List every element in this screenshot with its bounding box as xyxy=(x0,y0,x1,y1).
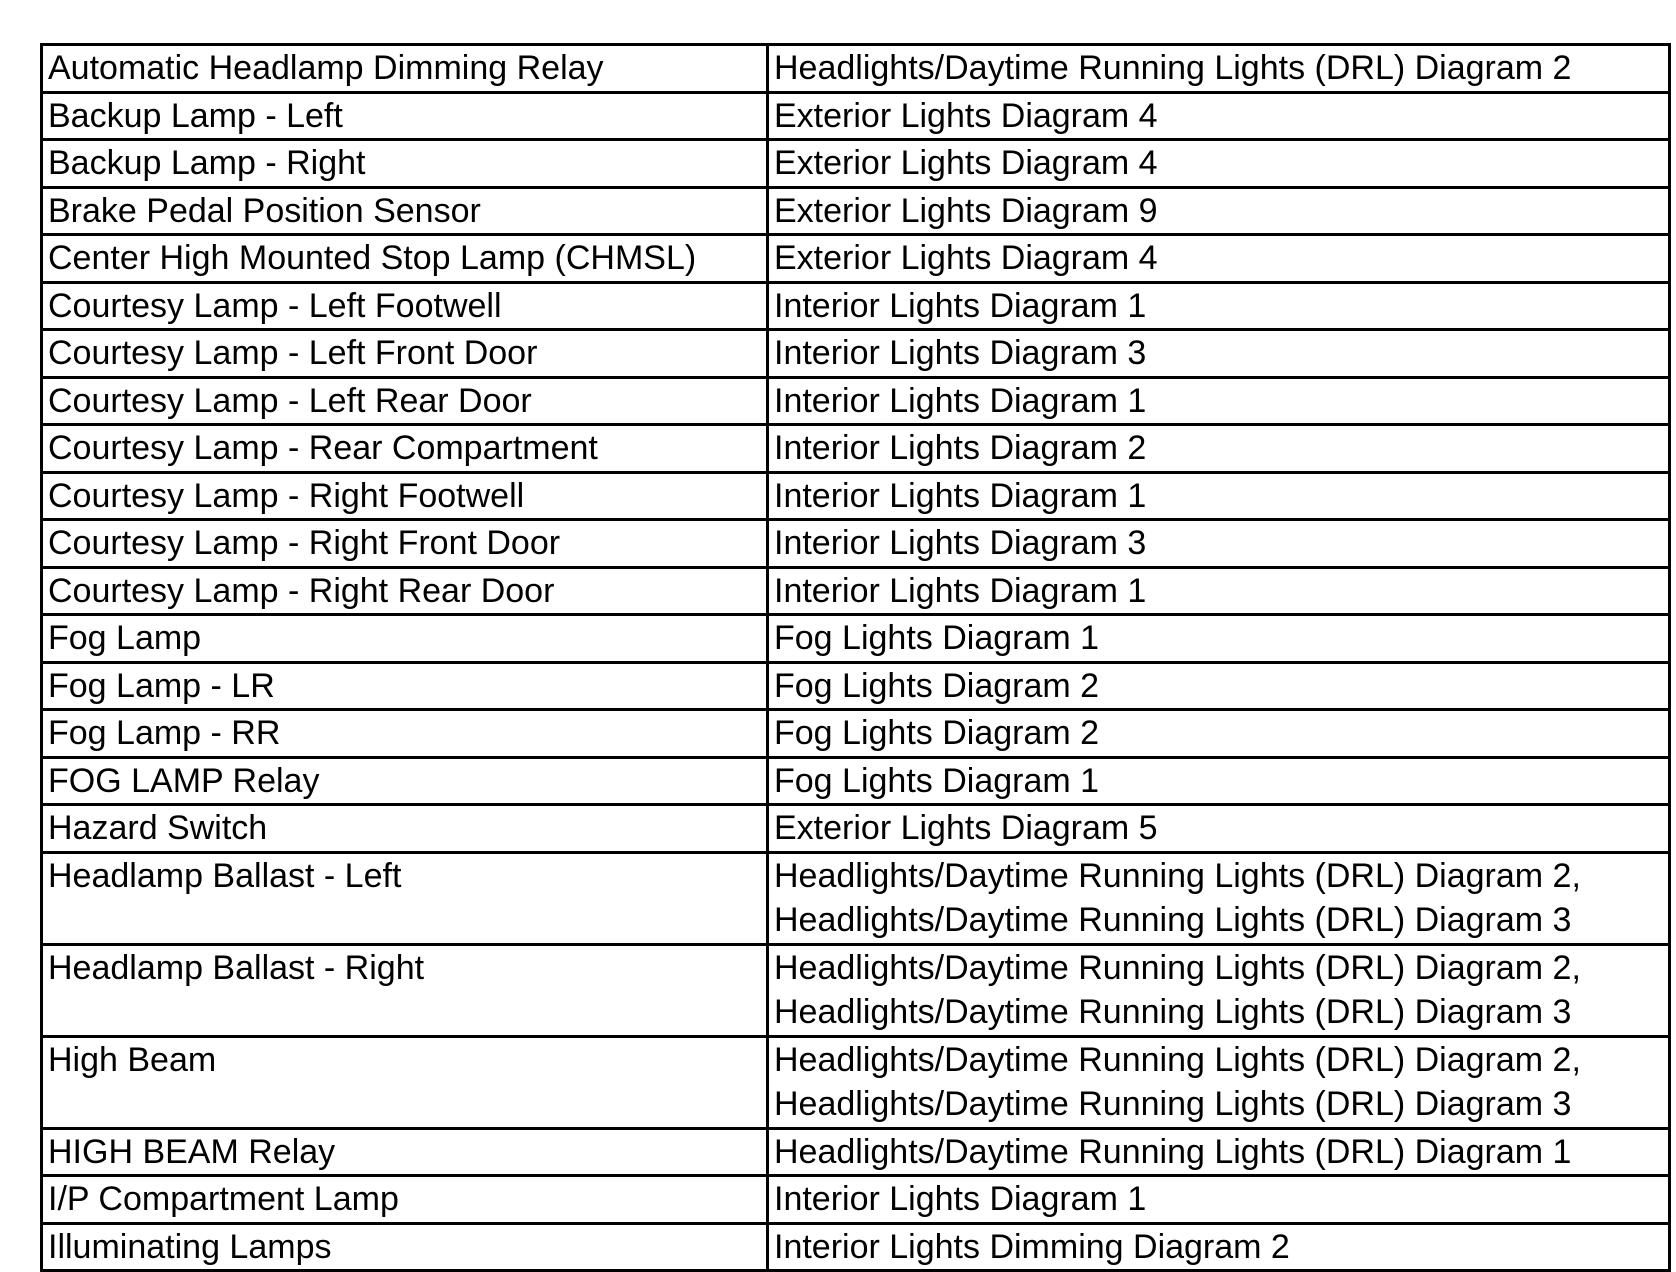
component-name-cell xyxy=(42,662,768,710)
table-row xyxy=(42,757,1670,805)
component-name-cell xyxy=(42,944,768,1036)
diagram-reference: Headlights/Daytime Running Lights (DRL) Diagram 3 xyxy=(774,901,1572,939)
component-name: Courtesy Lamp - Right Rear Door xyxy=(48,571,555,610)
diagram-reference: Interior Lights Diagram 1 xyxy=(774,286,1147,325)
table-row xyxy=(42,567,1670,615)
diagram-reference-cell xyxy=(768,187,1670,235)
diagram-reference: Headlights/Daytime Running Lights (DRL) Diagram 2, xyxy=(774,948,1581,987)
diagram-reference-cell xyxy=(768,662,1670,710)
diagram-reference: Interior Lights Diagram 3 xyxy=(774,524,1147,562)
diagram-reference: Interior Lights Diagram 1 xyxy=(774,571,1147,610)
component-name: Hazard Switch xyxy=(48,809,268,847)
component-name: Backup Lamp - Left xyxy=(48,96,343,135)
diagram-reference-cell xyxy=(768,92,1670,140)
table-row xyxy=(42,140,1670,188)
component-name-cell xyxy=(42,330,768,378)
diagram-reference-cell xyxy=(768,615,1670,663)
component-name-cell xyxy=(42,425,768,473)
diagram-reference: Interior Lights Diagram 2 xyxy=(774,429,1147,467)
diagram-reference: Exterior Lights Diagram 5 xyxy=(774,809,1158,847)
diagram-reference-cell xyxy=(768,1176,1670,1224)
table-row xyxy=(42,282,1670,330)
diagram-reference-cell xyxy=(768,45,1670,93)
diagram-reference-cell xyxy=(768,944,1670,1036)
table-row xyxy=(42,45,1670,93)
table-row xyxy=(42,520,1670,568)
component-name: Brake Pedal Position Sensor xyxy=(48,191,481,230)
diagram-reference: Fog Lights Diagram 1 xyxy=(774,761,1100,800)
diagram-reference-cell xyxy=(768,140,1670,188)
component-name-cell xyxy=(42,140,768,188)
diagram-reference: Headlights/Daytime Running Lights (DRL) Diagram 1 xyxy=(774,1132,1572,1171)
component-name: Automatic Headlamp Dimming Relay xyxy=(48,49,604,87)
component-name-cell xyxy=(42,805,768,853)
diagram-reference: Interior Lights Diagram 1 xyxy=(774,1180,1147,1218)
component-name: Courtesy Lamp - Left Front Door xyxy=(48,334,538,372)
component-name: Fog Lamp xyxy=(48,619,202,657)
diagram-reference-cell xyxy=(768,282,1670,330)
diagram-reference: Headlights/Daytime Running Lights (DRL) Diagram 2, xyxy=(774,856,1581,895)
component-name-cell xyxy=(42,235,768,283)
table-row xyxy=(42,710,1670,758)
diagram-reference: Interior Lights Diagram 1 xyxy=(774,476,1147,515)
table-row xyxy=(42,1223,1670,1271)
component-name-cell xyxy=(42,1036,768,1128)
component-name: Courtesy Lamp - Right Footwell xyxy=(48,476,525,515)
component-diagram-index-table xyxy=(40,43,1671,1272)
component-name-cell xyxy=(42,1128,768,1176)
diagram-reference-cell xyxy=(768,805,1670,853)
component-name: High Beam xyxy=(48,1040,217,1079)
table-body xyxy=(42,45,1670,1271)
component-name-cell xyxy=(42,45,768,93)
component-name: FOG LAMP Relay xyxy=(48,761,320,800)
component-name: Backup Lamp - Right xyxy=(48,144,366,182)
diagram-reference: Interior Lights Diagram 3 xyxy=(774,334,1147,372)
diagram-reference-cell xyxy=(768,1223,1670,1271)
diagram-reference: Headlights/Daytime Running Lights (DRL) Diagram 2, xyxy=(774,1040,1581,1079)
table-row xyxy=(42,1036,1670,1128)
component-name: Headlamp Ballast - Left xyxy=(48,856,402,895)
diagram-reference: Exterior Lights Diagram 4 xyxy=(774,239,1158,277)
component-name-cell xyxy=(42,472,768,520)
diagram-reference-cell xyxy=(768,235,1670,283)
table-row xyxy=(42,805,1670,853)
table-row xyxy=(42,330,1670,378)
table-row xyxy=(42,377,1670,425)
component-name-cell xyxy=(42,377,768,425)
table-row xyxy=(42,615,1670,663)
component-name-cell xyxy=(42,187,768,235)
diagram-reference-cell xyxy=(768,710,1670,758)
table-row xyxy=(42,472,1670,520)
component-name-cell xyxy=(42,1176,768,1224)
component-name-cell xyxy=(42,710,768,758)
component-name-cell xyxy=(42,282,768,330)
component-name-cell xyxy=(42,757,768,805)
component-name: Courtesy Lamp - Left Rear Door xyxy=(48,381,532,420)
table-row xyxy=(42,1176,1670,1224)
diagram-reference: Fog Lights Diagram 2 xyxy=(774,666,1100,705)
table-row xyxy=(42,235,1670,283)
table-row xyxy=(42,92,1670,140)
component-name: Headlamp Ballast - Right xyxy=(48,948,425,987)
diagram-reference-cell xyxy=(768,757,1670,805)
diagram-reference-cell xyxy=(768,472,1670,520)
diagram-reference: Headlights/Daytime Running Lights (DRL) Diagram 3 xyxy=(774,993,1572,1031)
component-name: Courtesy Lamp - Left Footwell xyxy=(48,286,502,325)
table-row xyxy=(42,944,1670,1036)
component-name-cell xyxy=(42,567,768,615)
diagram-reference: Exterior Lights Diagram 9 xyxy=(774,191,1158,230)
component-name: Fog Lamp - RR xyxy=(48,714,281,752)
diagram-reference: Fog Lights Diagram 2 xyxy=(774,714,1100,752)
diagram-reference-cell xyxy=(768,1036,1670,1128)
component-name: HIGH BEAM Relay xyxy=(48,1132,336,1171)
diagram-reference: Interior Lights Dimming Diagram 2 xyxy=(774,1227,1290,1266)
diagram-reference: Interior Lights Diagram 1 xyxy=(774,381,1147,420)
component-name: Illuminating Lamps xyxy=(48,1227,332,1266)
component-name: Courtesy Lamp - Rear Compartment xyxy=(48,429,598,467)
table-row xyxy=(42,425,1670,473)
diagram-reference-cell xyxy=(768,520,1670,568)
diagram-reference: Fog Lights Diagram 1 xyxy=(774,619,1100,657)
diagram-reference-cell xyxy=(768,852,1670,944)
diagram-reference-cell xyxy=(768,425,1670,473)
diagram-reference: Exterior Lights Diagram 4 xyxy=(774,96,1158,135)
component-name: Fog Lamp - LR xyxy=(48,666,275,705)
diagram-reference-cell xyxy=(768,377,1670,425)
table-row xyxy=(42,187,1670,235)
component-name: Courtesy Lamp - Right Front Door xyxy=(48,524,561,562)
table-row xyxy=(42,1128,1670,1176)
table-row xyxy=(42,662,1670,710)
component-name: Center High Mounted Stop Lamp (CHMSL) xyxy=(48,239,697,277)
diagram-reference: Exterior Lights Diagram 4 xyxy=(774,144,1158,182)
diagram-reference-cell xyxy=(768,1128,1670,1176)
diagram-reference: Headlights/Daytime Running Lights (DRL) Diagram 3 xyxy=(774,1085,1572,1123)
component-name-cell xyxy=(42,1223,768,1271)
component-name-cell xyxy=(42,852,768,944)
table-row xyxy=(42,852,1670,944)
diagram-reference-cell xyxy=(768,330,1670,378)
component-name: I/P Compartment Lamp xyxy=(48,1180,399,1218)
component-name-cell xyxy=(42,615,768,663)
component-name-cell xyxy=(42,92,768,140)
component-name-cell xyxy=(42,520,768,568)
diagram-reference: Headlights/Daytime Running Lights (DRL) Diagram 2 xyxy=(774,49,1572,87)
diagram-reference-cell xyxy=(768,567,1670,615)
